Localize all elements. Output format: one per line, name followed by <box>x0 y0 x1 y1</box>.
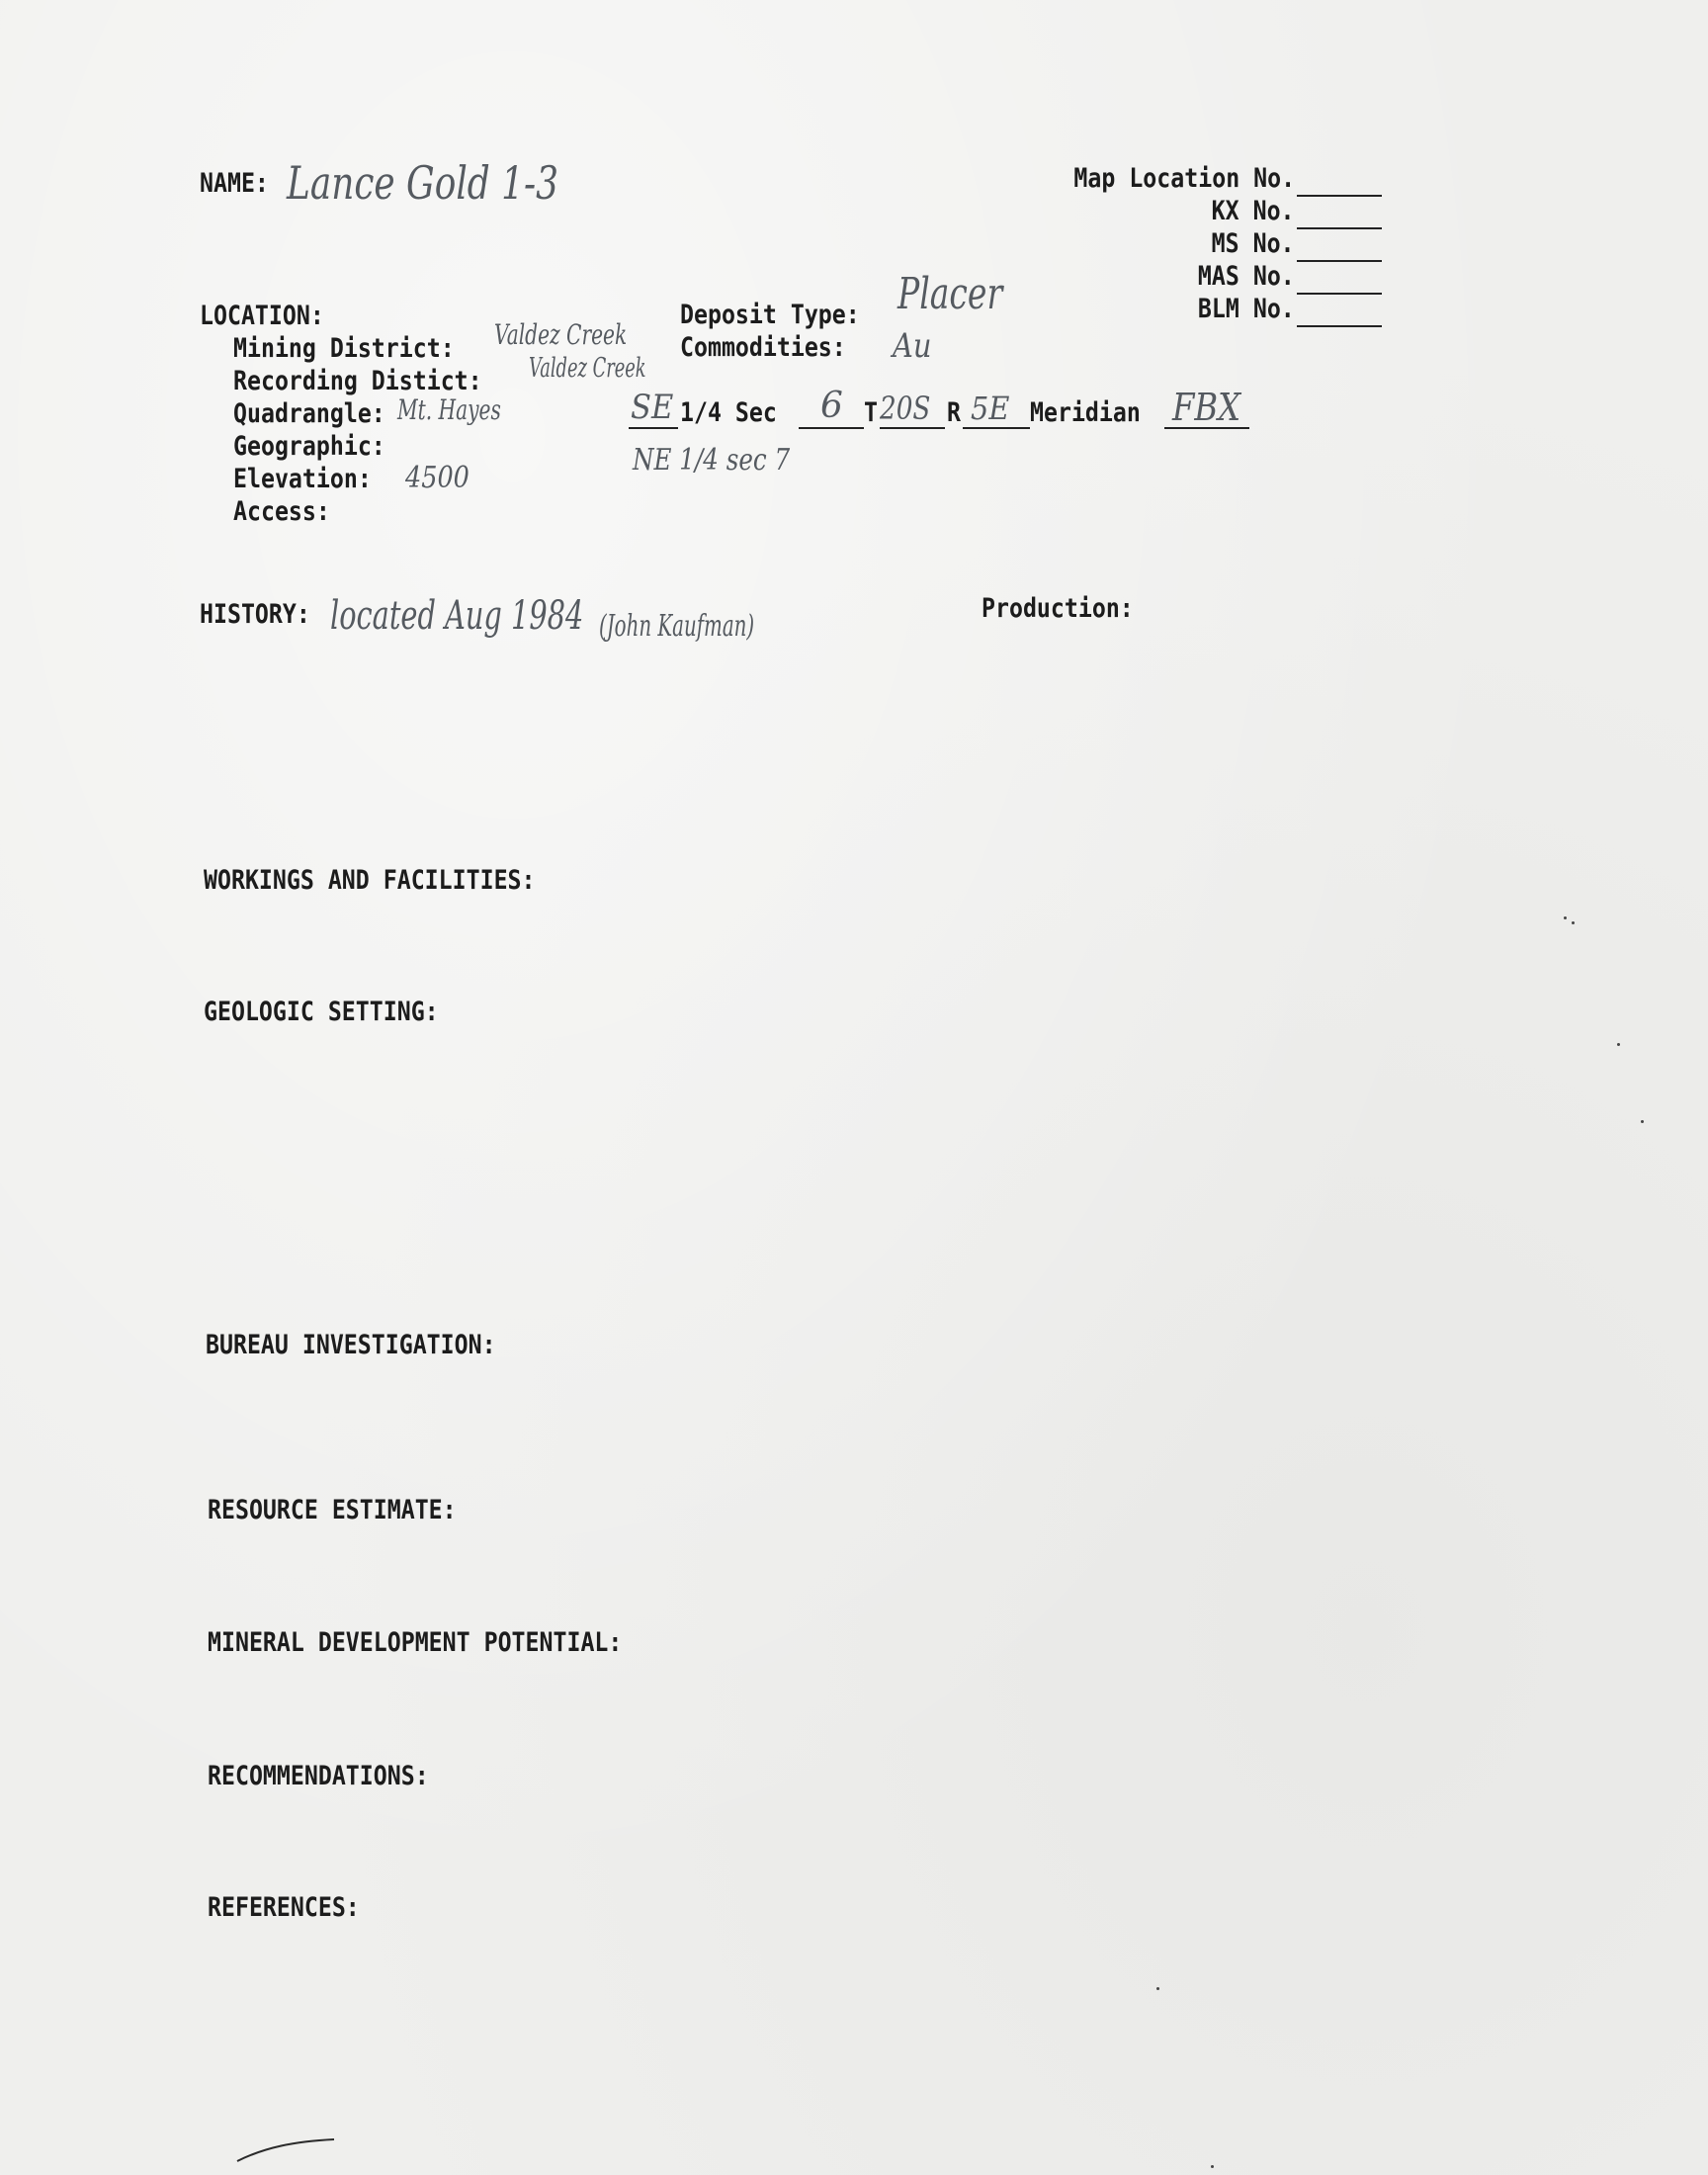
township-blank <box>880 427 945 429</box>
township-value: 20S <box>880 390 931 427</box>
ms-blank <box>1297 260 1382 262</box>
scan-speck <box>1156 1987 1159 1990</box>
section-value: 6 <box>820 386 843 426</box>
pen-stroke-mark <box>235 2126 344 2165</box>
name-label: NAME: <box>200 168 269 199</box>
recording-district-value: Valdez Creek <box>529 353 646 384</box>
mas-blank <box>1297 293 1382 295</box>
access-label: Access: <box>233 496 330 527</box>
quarter-value: SE <box>631 388 674 427</box>
name-value: Lance Gold 1-3 <box>287 156 558 210</box>
elevation-value: 4500 <box>405 461 470 495</box>
production-label: Production: <box>982 593 1134 624</box>
recording-district-label: Recording Distict: <box>233 366 482 396</box>
map-location-blank <box>1297 195 1382 197</box>
blm-label: BLM No. <box>1198 294 1295 324</box>
scan-speck <box>1617 1043 1620 1046</box>
bureau-heading: BUREAU INVESTIGATION: <box>206 1330 496 1360</box>
references-heading: REFERENCES: <box>208 1892 360 1923</box>
quadrangle-label: Quadrangle: <box>233 398 385 429</box>
section-blank <box>799 427 864 429</box>
mining-district-value: Valdez Creek <box>494 318 628 351</box>
recommendations-heading: RECOMMENDATIONS: <box>208 1761 429 1791</box>
range-label: R <box>947 397 961 428</box>
quarter-blank <box>629 427 678 429</box>
scan-speck <box>1211 2165 1214 2168</box>
resource-heading: RESOURCE ESTIMATE: <box>208 1495 457 1525</box>
quadrangle-value: Mt. Hayes <box>397 393 501 426</box>
quarter-sec-label: 1/4 Sec <box>680 397 777 428</box>
range-blank <box>963 427 1030 429</box>
geologic-heading: GEOLOGIC SETTING: <box>204 997 439 1027</box>
deposit-type-label: Deposit Type: <box>680 300 860 330</box>
scan-speck <box>1641 1120 1644 1123</box>
commodities-value: Au <box>893 326 932 366</box>
mas-label: MAS No. <box>1198 261 1295 292</box>
blm-blank <box>1297 325 1382 327</box>
deposit-type-value: Placer <box>897 269 1003 319</box>
meridian-blank <box>1164 427 1249 429</box>
workings-heading: WORKINGS AND FACILITIES: <box>204 865 536 896</box>
elevation-label: Elevation: <box>233 464 372 494</box>
range-value: 5E <box>971 390 1010 427</box>
meridian-label: Meridian <box>1030 397 1141 428</box>
kx-label: KX No. <box>1212 196 1295 226</box>
history-label: HISTORY: <box>200 599 310 630</box>
kx-blank <box>1297 227 1382 229</box>
scan-speck <box>1572 921 1575 924</box>
geographic-label: Geographic: <box>233 431 385 462</box>
location-label: LOCATION: <box>200 301 324 331</box>
history-person-value: (John Kaufman) <box>599 609 755 644</box>
history-value: located Aug 1984 <box>330 593 584 639</box>
geographic-note-value: NE 1/4 sec 7 <box>633 443 791 478</box>
meridian-value: FBX <box>1172 386 1241 429</box>
map-location-label: Map Location No. <box>1073 163 1295 194</box>
ms-label: MS No. <box>1212 228 1295 259</box>
township-label: T <box>864 397 878 428</box>
mineral-heading: MINERAL DEVELOPMENT POTENTIAL: <box>208 1627 623 1658</box>
scan-speck <box>1564 916 1567 919</box>
commodities-label: Commodities: <box>680 332 846 363</box>
mining-district-label: Mining District: <box>233 333 455 364</box>
